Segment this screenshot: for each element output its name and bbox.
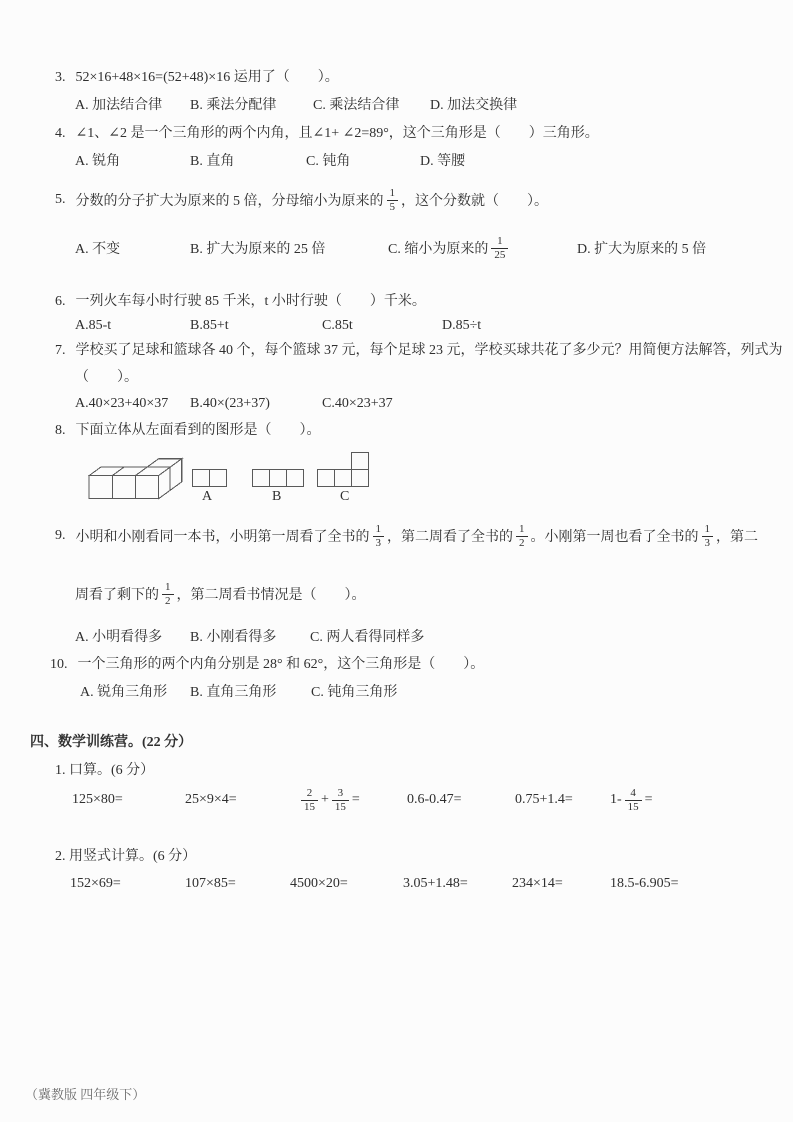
question-6-text: 一列火车每小时行驶 85 千米，t 小时行驶（ ）千米。 <box>75 294 426 309</box>
q4-option-b: B. 直角 <box>190 154 235 169</box>
question-7-line1 <box>0 341 793 361</box>
question-6-number: 6. <box>55 294 66 309</box>
question-5-text-before: 分数的分子扩大为原来的 5 倍，分母缩小为原来的 <box>75 194 384 209</box>
q5-option-a: A. 不变 <box>75 242 121 257</box>
oral-item-6: 1- $\frac{4}{15}$ = <box>610 787 653 813</box>
vertical-item-2: 107×85= <box>185 876 236 891</box>
q4-option-c: C. 钝角 <box>306 154 351 169</box>
q7-option-c: C.40×23+37 <box>322 396 393 411</box>
q9-option-a: A. 小明看得多 <box>75 630 163 645</box>
question-9-line1 <box>0 518 793 554</box>
q10-option-a: A. 锐角三角形 <box>80 685 168 700</box>
question-3-number: 3. <box>55 70 66 85</box>
q3-option-a: A. 加法结合律 <box>75 98 163 113</box>
question-10 <box>0 655 793 675</box>
vertical-item-3: 4500×20= <box>290 876 348 891</box>
question-10-options <box>0 683 793 703</box>
vertical-item-1: 152×69= <box>70 876 121 891</box>
question-9-seg6: ，第二周看书情况是（ ）。 <box>176 588 366 603</box>
q6-option-a: A.85-t <box>75 318 112 333</box>
figure-label-c: C <box>340 489 350 504</box>
question-4-number: 4. <box>55 126 66 141</box>
question-10-text: 一个三角形的两个内角分别是 28° 和 62°，这个三角形是（ ）。 <box>77 657 485 672</box>
q5-option-d: D. 扩大为原来的 5 倍 <box>577 242 707 257</box>
question-9-seg4: ，第二 <box>716 530 758 545</box>
question-7-number: 7. <box>55 343 66 358</box>
q6-option-b: B.85+t <box>190 318 229 333</box>
question-9-seg3: 。小刚第一周也看了全书的 <box>530 530 699 545</box>
fraction-1-3: $\frac{1}{3}$ <box>373 523 385 548</box>
question-9-number: 9. <box>55 528 66 543</box>
section-4-title: 四、数学训练营。(22 分） <box>30 735 193 750</box>
q6-option-d: D.85÷t <box>442 318 482 333</box>
q9-option-b: B. 小刚看得多 <box>190 630 277 645</box>
oral-item-2: 25×9×4= <box>185 792 237 807</box>
question-5 <box>0 182 793 218</box>
q7-option-a: A.40×23+40×37 <box>75 396 169 411</box>
fraction-1-5: $\frac{1}{5}$ <box>387 187 399 212</box>
view-option-figure-b <box>252 469 305 489</box>
oral-calc-items <box>0 782 793 818</box>
question-8 <box>0 421 793 441</box>
fraction-1-25: $\frac{1}{25}$ <box>491 235 508 260</box>
question-9-seg5: 周看了剩下的 <box>75 588 159 603</box>
cube-solid-figure <box>86 444 186 505</box>
oral-item-4: 0.6-0.47= <box>407 792 462 807</box>
question-7-options <box>0 394 793 414</box>
q4-option-d: D. 等腰 <box>420 154 466 169</box>
q5-option-b: B. 扩大为原来的 25 倍 <box>190 242 326 257</box>
question-9-seg2: ，第二周看了全书的 <box>387 530 513 545</box>
oral-item-5: 0.75+1.4= <box>515 792 573 807</box>
question-9-seg1: 小明和小刚看同一本书，小明第一周看了全书的 <box>75 530 370 545</box>
q6-option-c: C.85t <box>322 318 353 333</box>
q3-option-d: D. 加法交换律 <box>430 98 518 113</box>
fraction-2-15: $\frac{2}{15}$ <box>301 787 318 812</box>
q4-option-a: A. 锐角 <box>75 154 121 169</box>
oral-calc-title: 1. 口算。(6 分） <box>55 763 155 778</box>
q5-option-c: C. 缩小为原来的 $\frac{1}{25}$ <box>388 230 511 266</box>
vertical-item-4: 3.05+1.48= <box>403 876 468 891</box>
view-option-figure-a <box>192 469 228 489</box>
question-10-number: 10. <box>50 657 68 672</box>
vertical-calc-title: 2. 用竖式计算。(6 分） <box>55 849 197 864</box>
question-9-options <box>0 628 793 648</box>
question-3-text: 52×16+48×16=(52+48)×16 运用了（ ）。 <box>75 70 339 85</box>
question-3-options <box>0 96 793 116</box>
question-5-options <box>0 230 793 266</box>
question-8-text: 下面立体从左面看到的图形是（ ）。 <box>75 423 321 438</box>
q10-option-b: B. 直角三角形 <box>190 685 277 700</box>
vertical-calc-items <box>0 874 793 894</box>
question-4-options <box>0 152 793 172</box>
q10-option-c: C. 钝角三角形 <box>311 685 398 700</box>
fraction-4-15: $\frac{4}{15}$ <box>625 787 642 812</box>
q9-option-c: C. 两人看得同样多 <box>310 630 425 645</box>
question-6 <box>0 292 793 312</box>
vertical-item-5: 234×14= <box>512 876 563 891</box>
fraction-1-3: $\frac{1}{3}$ <box>702 523 714 548</box>
q3-option-b: B. 乘法分配律 <box>190 98 277 113</box>
page-footer: （冀教版 四年级下） <box>25 1087 146 1102</box>
fraction-1-2: $\frac{1}{2}$ <box>162 581 174 606</box>
vertical-item-6: 18.5-6.905= <box>610 876 679 891</box>
figure-label-b: B <box>272 489 282 504</box>
question-8-number: 8. <box>55 423 66 438</box>
question-5-text-after: ，这个分数就（ ）。 <box>401 194 548 209</box>
question-3 <box>0 68 793 88</box>
oral-item-1: 125×80= <box>72 792 123 807</box>
question-7-text: 学校买了足球和篮球各 40 个，每个篮球 37 元，每个足球 23 元，学校买球共花了多少元？用简便方法解答，列式为 <box>75 343 783 358</box>
question-7-blank: （ ）。 <box>75 370 138 385</box>
figure-label-a: A <box>202 489 213 504</box>
question-7-line2 <box>0 368 793 388</box>
question-9-line2 <box>0 576 793 612</box>
question-5-number: 5. <box>55 192 66 207</box>
q3-option-c: C. 乘法结合律 <box>313 98 400 113</box>
question-4 <box>0 124 793 144</box>
question-4-text: ∠1、∠2 是一个三角形的两个内角，且∠1+ ∠2=89°，这个三角形是（ ）三角形。 <box>75 126 599 141</box>
oral-item-3: $\frac{2}{15}$ + $\frac{3}{15}$ = <box>298 782 360 818</box>
question-6-options <box>0 316 793 336</box>
view-option-figure-c <box>317 452 370 489</box>
fraction-1-2: $\frac{1}{2}$ <box>516 523 528 548</box>
fraction-3-15: $\frac{3}{15}$ <box>332 787 349 812</box>
q7-option-b: B.40×(23+37) <box>190 396 270 411</box>
